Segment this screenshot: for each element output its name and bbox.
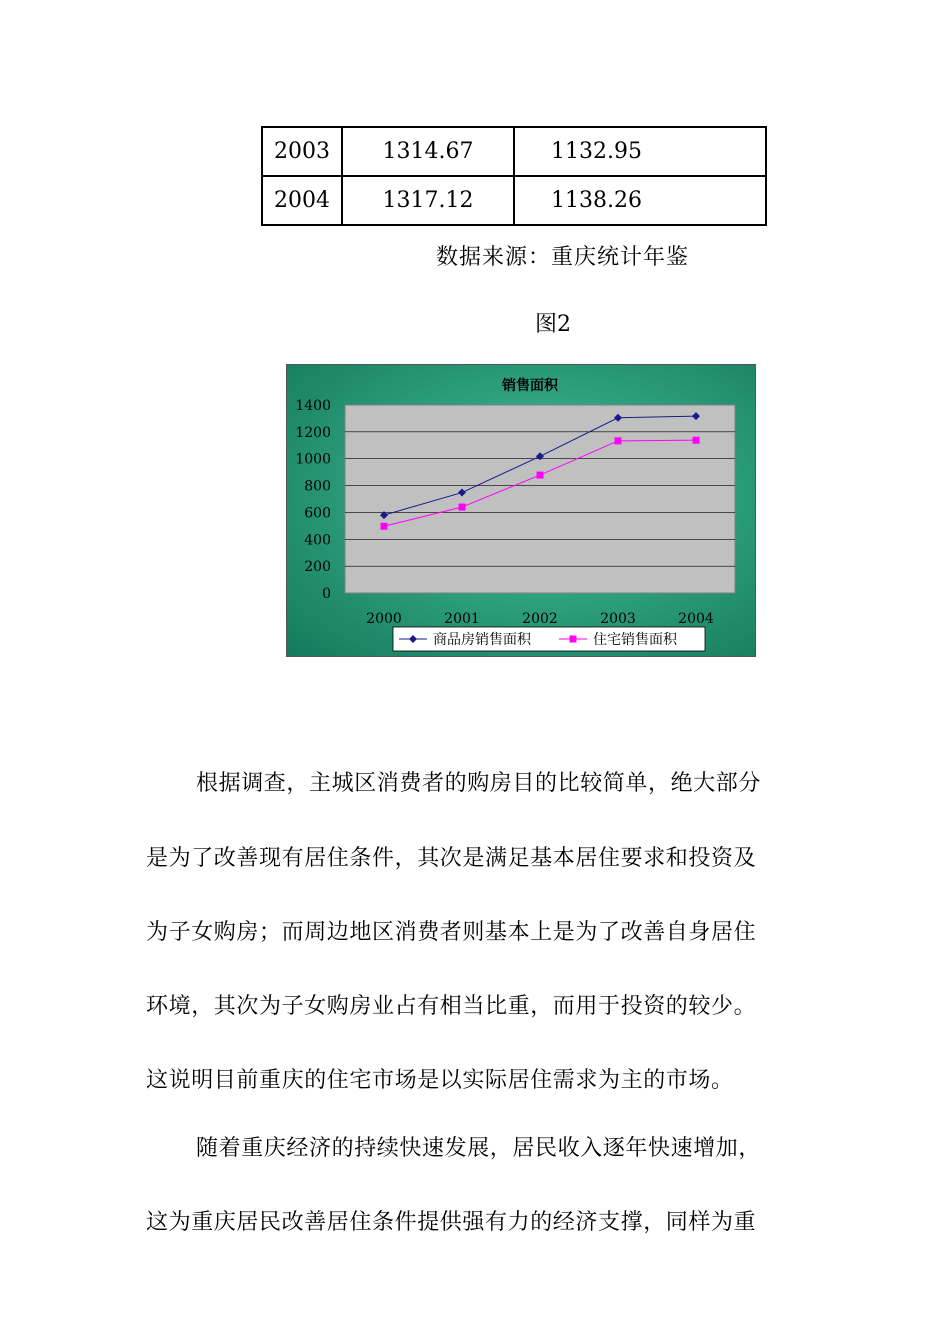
paragraph-line: 随着重庆经济的持续快速发展，居民收入逐年快速增加，	[196, 1136, 762, 1161]
y-tick-label: 1200	[295, 424, 331, 441]
data-point	[381, 523, 388, 530]
paragraph-line: 环境，其次为子女购房业占有相当比重，而用于投资的较少。	[146, 994, 757, 1019]
y-tick-label: 1400	[295, 398, 331, 414]
table-cell-value: 1138.26	[514, 176, 766, 225]
figure-label: 图2	[535, 312, 571, 337]
data-point	[459, 504, 466, 511]
legend-label: 商品房销售面积	[433, 632, 531, 648]
x-tick-label: 2002	[522, 611, 558, 627]
paragraph-line: 是为了改善现有居住条件，其次是满足基本居住要求和投资及	[146, 846, 757, 871]
paragraph-line: 根据调查，主城区消费者的购房目的比较简单，绝大部分	[196, 771, 762, 796]
data-point	[537, 472, 544, 479]
x-tick-label: 2003	[600, 611, 636, 627]
table-cell-value: 1314.67	[342, 127, 514, 176]
data-point	[615, 437, 622, 444]
x-tick-label: 2000	[366, 611, 402, 627]
table-cell-year: 2003	[262, 127, 342, 176]
paragraph-line: 这为重庆居民改善居住条件提供强有力的经济支撑，同样为重	[146, 1210, 757, 1235]
table-row	[262, 127, 766, 176]
table-cell-year: 2004	[262, 176, 342, 225]
chart-title: 销售面积	[502, 378, 558, 394]
legend-marker	[570, 636, 577, 643]
x-tick-label: 2004	[678, 611, 714, 627]
paragraph-line: 这说明目前重庆的住宅市场是以实际居住需求为主的市场。	[146, 1068, 734, 1093]
legend-label: 住宅销售面积	[593, 632, 677, 648]
y-tick-label: 400	[304, 532, 331, 549]
y-tick-label: 200	[304, 559, 331, 576]
table-cell-value: 1132.95	[514, 127, 766, 176]
data-point	[693, 437, 700, 444]
line-chart	[286, 364, 756, 657]
table-row	[262, 176, 766, 225]
plot-area	[345, 405, 735, 593]
table-cell-value: 1317.12	[342, 176, 514, 225]
y-tick-label: 1000	[295, 451, 331, 468]
y-tick-label: 0	[322, 586, 331, 602]
chart-canvas	[287, 365, 756, 657]
data-table	[261, 126, 767, 226]
source-note: 数据来源：重庆统计年鉴	[436, 245, 690, 270]
y-tick-label: 600	[304, 505, 331, 522]
paragraph-line: 为子女购房；而周边地区消费者则基本上是为了改善自身居住	[146, 920, 757, 945]
y-tick-label: 800	[304, 478, 331, 495]
x-tick-label: 2001	[444, 611, 480, 627]
